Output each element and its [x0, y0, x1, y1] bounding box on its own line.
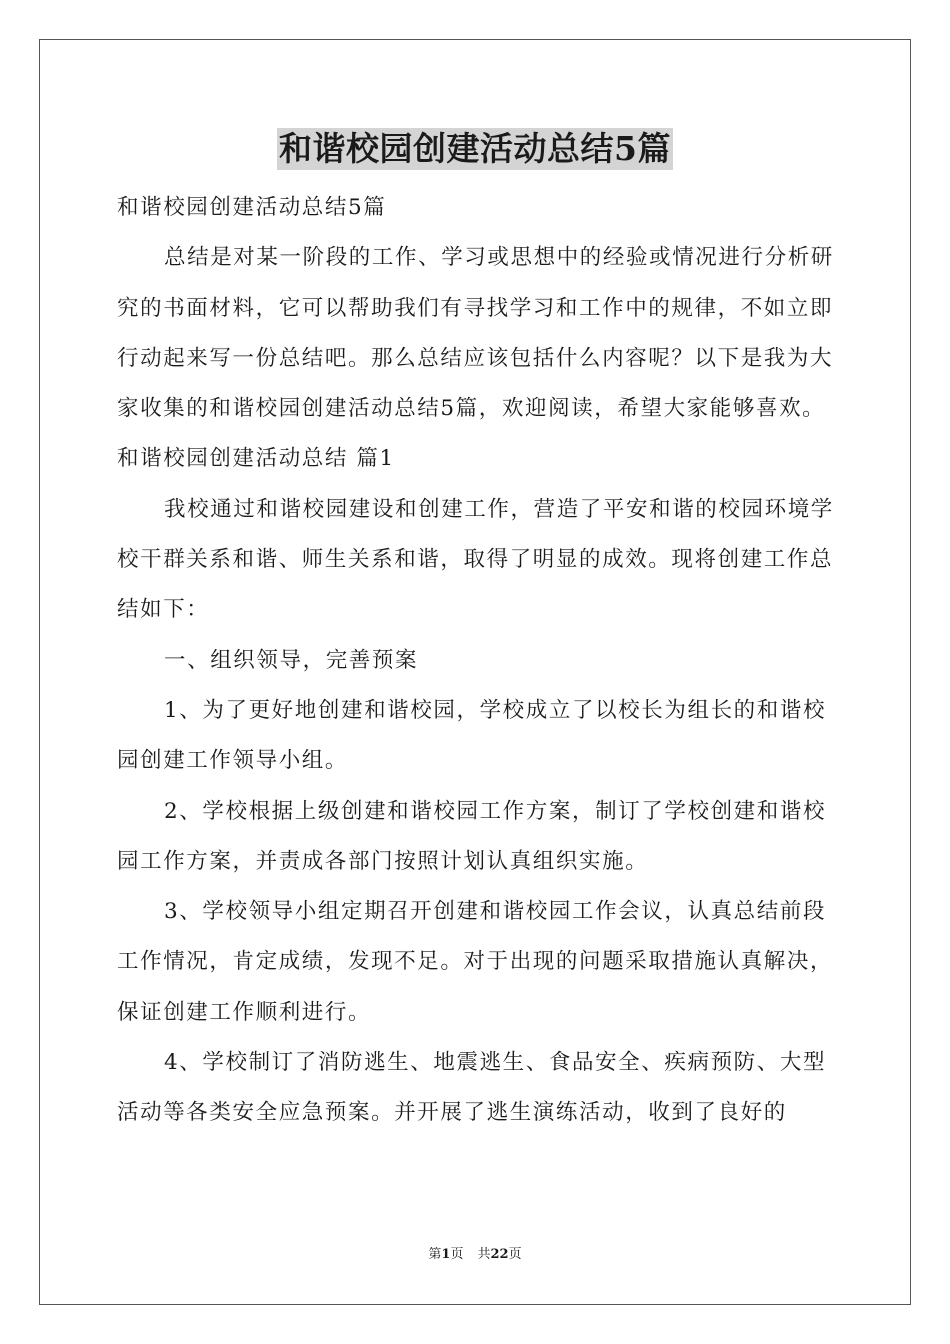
list-item-4: 4、学校制订了消防逃生、地震逃生、食品安全、疾病预防、大型活动等各类安全应急预案。并开展了逃生演练活动，收到了良好的	[117, 1050, 827, 1126]
section-heading: 和谐校园创建活动总结 篇1	[117, 446, 395, 472]
total-prefix: 共	[477, 1247, 491, 1262]
page-suffix: 页	[450, 1247, 464, 1262]
document-body	[117, 183, 837, 1139]
document-title-text: 和谐校园创建活动总结5篇	[279, 129, 671, 168]
subsection-heading: 一、组织领导，完善预案	[164, 647, 419, 673]
list-item-2: 2、学校根据上级创建和谐校园工作方案，制订了学校创建和谐校园工作方案，并责成各部门按照计划认真组织实施。	[117, 798, 827, 874]
total-pages: 22	[490, 1247, 509, 1262]
body-paragraph: 我校通过和谐校园建设和创建工作，营造了平安和谐的校园环境学校干群关系和谐、师生关系和谐，取得了明显的成效。现将创建工作总结如下：	[117, 496, 834, 623]
list-item-3: 3、学校领导小组定期召开创建和谐校园工作会议，认真总结前段工作情况，肯定成绩，发现不足。对于出现的问题采取措施认真解决，保证创建工作顺利进行。	[117, 899, 834, 1025]
total-suffix: 页	[508, 1247, 522, 1262]
page-footer	[0, 1246, 950, 1264]
list-item-1: 1、为了更好地创建和谐校园，学校成立了以校长为组长的和谐校园创建工作领导小组。	[117, 697, 827, 774]
page-prefix: 第	[428, 1247, 442, 1262]
intro-paragraph: 总结是对某一阶段的工作、学习或思想中的经验或情况进行分析研究的书面材料，它可以帮助我们有寻找学习和工作中的规律，不如立即行动起来写一份总结吧。那么总结应该包括什么内容呢？以下是我为大家收集的和谐校园创建活动总结5篇，欢迎阅读，希望大家能够喜欢。	[117, 245, 834, 422]
document-title	[0, 128, 950, 172]
page-number: 1	[441, 1247, 451, 1262]
subtitle-paragraph: 和谐校园创建活动总结5篇	[117, 195, 387, 220]
